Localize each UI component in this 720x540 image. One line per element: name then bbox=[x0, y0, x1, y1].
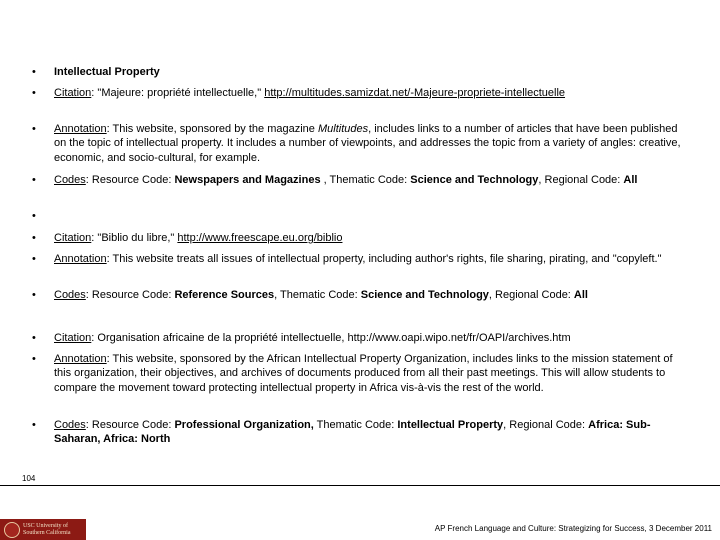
annotation-text: : This website treats all issues of intellectual property, including author's rights, file sharing, pirating, and "copyleft." bbox=[106, 253, 662, 265]
usc-logo bbox=[0, 519, 86, 540]
thematic-code: Science and Technology bbox=[360, 289, 489, 301]
thematic-code: Science and Technology bbox=[410, 174, 539, 186]
codes-2 bbox=[54, 288, 682, 302]
annotation-label: Annotation bbox=[54, 123, 107, 135]
thematic-code: Intellectual Property bbox=[397, 419, 504, 431]
logo-line-2: Southern California bbox=[23, 529, 71, 536]
codes-text: : Resource Code: bbox=[85, 289, 175, 301]
citation-label: Citation bbox=[54, 87, 92, 99]
regional-code: Africa: Sub-Saharan, Africa: North bbox=[54, 419, 651, 446]
magazine-title: Multitudes bbox=[317, 123, 369, 135]
bullet: • bbox=[32, 66, 36, 78]
resource-code: Professional Organization, bbox=[174, 419, 314, 431]
codes-text: , Thematic Code: bbox=[320, 174, 411, 186]
annotation-3 bbox=[54, 352, 682, 395]
codes-label: Codes bbox=[54, 419, 86, 431]
bullet: • bbox=[32, 419, 36, 431]
bullet: • bbox=[32, 253, 36, 265]
annotation-label: Annotation bbox=[54, 253, 107, 265]
citation-link[interactable]: http://multitudes.samizdat.net/-Majeure-propriete-intellectuelle bbox=[264, 87, 566, 99]
citation-label: Citation bbox=[54, 232, 92, 244]
citation-label: Citation bbox=[54, 332, 92, 344]
codes-label: Codes bbox=[54, 289, 86, 301]
citation-3 bbox=[54, 331, 682, 345]
codes-text: : Resource Code: bbox=[85, 174, 175, 186]
bullet: • bbox=[32, 332, 36, 344]
citation-text: : "Majeure: propriété intellectuelle," bbox=[91, 87, 265, 99]
annotation-text: : This website, sponsored by the magazine bbox=[106, 123, 318, 135]
citation-text: : "Biblio du libre," bbox=[91, 232, 178, 244]
citation-1 bbox=[54, 86, 682, 100]
codes-text: , Regional Code: bbox=[488, 289, 574, 301]
annotation-text: : This website, sponsored by the African Intellectual Property Organization, includes links to the mission statement of this organization, their objectives, and archives of documents produced from all their past meetings. This will allow students to compare the movement toward protecting intellectual property in Africa vis-à-vis the rest of the world. bbox=[54, 353, 673, 394]
annotation-2 bbox=[54, 252, 682, 266]
codes-text: , Regional Code: bbox=[538, 174, 624, 186]
bullet: • bbox=[32, 232, 36, 244]
resource-code: Newspapers and Magazines bbox=[174, 174, 321, 186]
codes-3 bbox=[54, 418, 682, 447]
annotation-label: Annotation bbox=[54, 353, 107, 365]
regional-code: All bbox=[623, 174, 638, 186]
page-number: 104 bbox=[22, 474, 36, 483]
logo-text bbox=[23, 523, 71, 537]
annotation-1 bbox=[54, 122, 682, 165]
codes-text: , Thematic Code: bbox=[274, 289, 361, 301]
annotation-text: , includes links to a number of articles that have been published on the topic of intellectual property. It includes a number of viewpoints, and addresses the topic from a variety of angles: creative, economic, and socio-cultural, for example. bbox=[54, 123, 681, 164]
bullet: • bbox=[32, 210, 36, 222]
footer-caption: AP French Language and Culture: Strategizing for Success, 3 December 2011 bbox=[434, 524, 712, 533]
seal-icon bbox=[4, 522, 20, 538]
logo-line-1: USC University of bbox=[23, 522, 68, 529]
codes-text: , Regional Code: bbox=[503, 419, 589, 431]
codes-1 bbox=[54, 173, 682, 187]
citation-2 bbox=[54, 231, 682, 245]
codes-label: Codes bbox=[54, 174, 86, 186]
bullet: • bbox=[32, 289, 36, 301]
regional-code: All bbox=[573, 289, 588, 301]
codes-text: Thematic Code: bbox=[313, 419, 398, 431]
resource-code: Reference Sources bbox=[174, 289, 275, 301]
codes-text: : Resource Code: bbox=[85, 419, 175, 431]
section-heading: Intellectual Property bbox=[54, 66, 160, 78]
footer-divider bbox=[0, 485, 720, 486]
bullet: • bbox=[32, 123, 36, 135]
bullet: • bbox=[32, 353, 36, 365]
bullet: • bbox=[32, 174, 36, 186]
citation-text: : Organisation africaine de la propriété intellectuelle, http://www.oapi.wipo.net/fr/OAPI/archives.htm bbox=[91, 332, 571, 344]
citation-link[interactable]: http://www.freescape.eu.org/biblio bbox=[177, 232, 343, 244]
bullet: • bbox=[32, 87, 36, 99]
